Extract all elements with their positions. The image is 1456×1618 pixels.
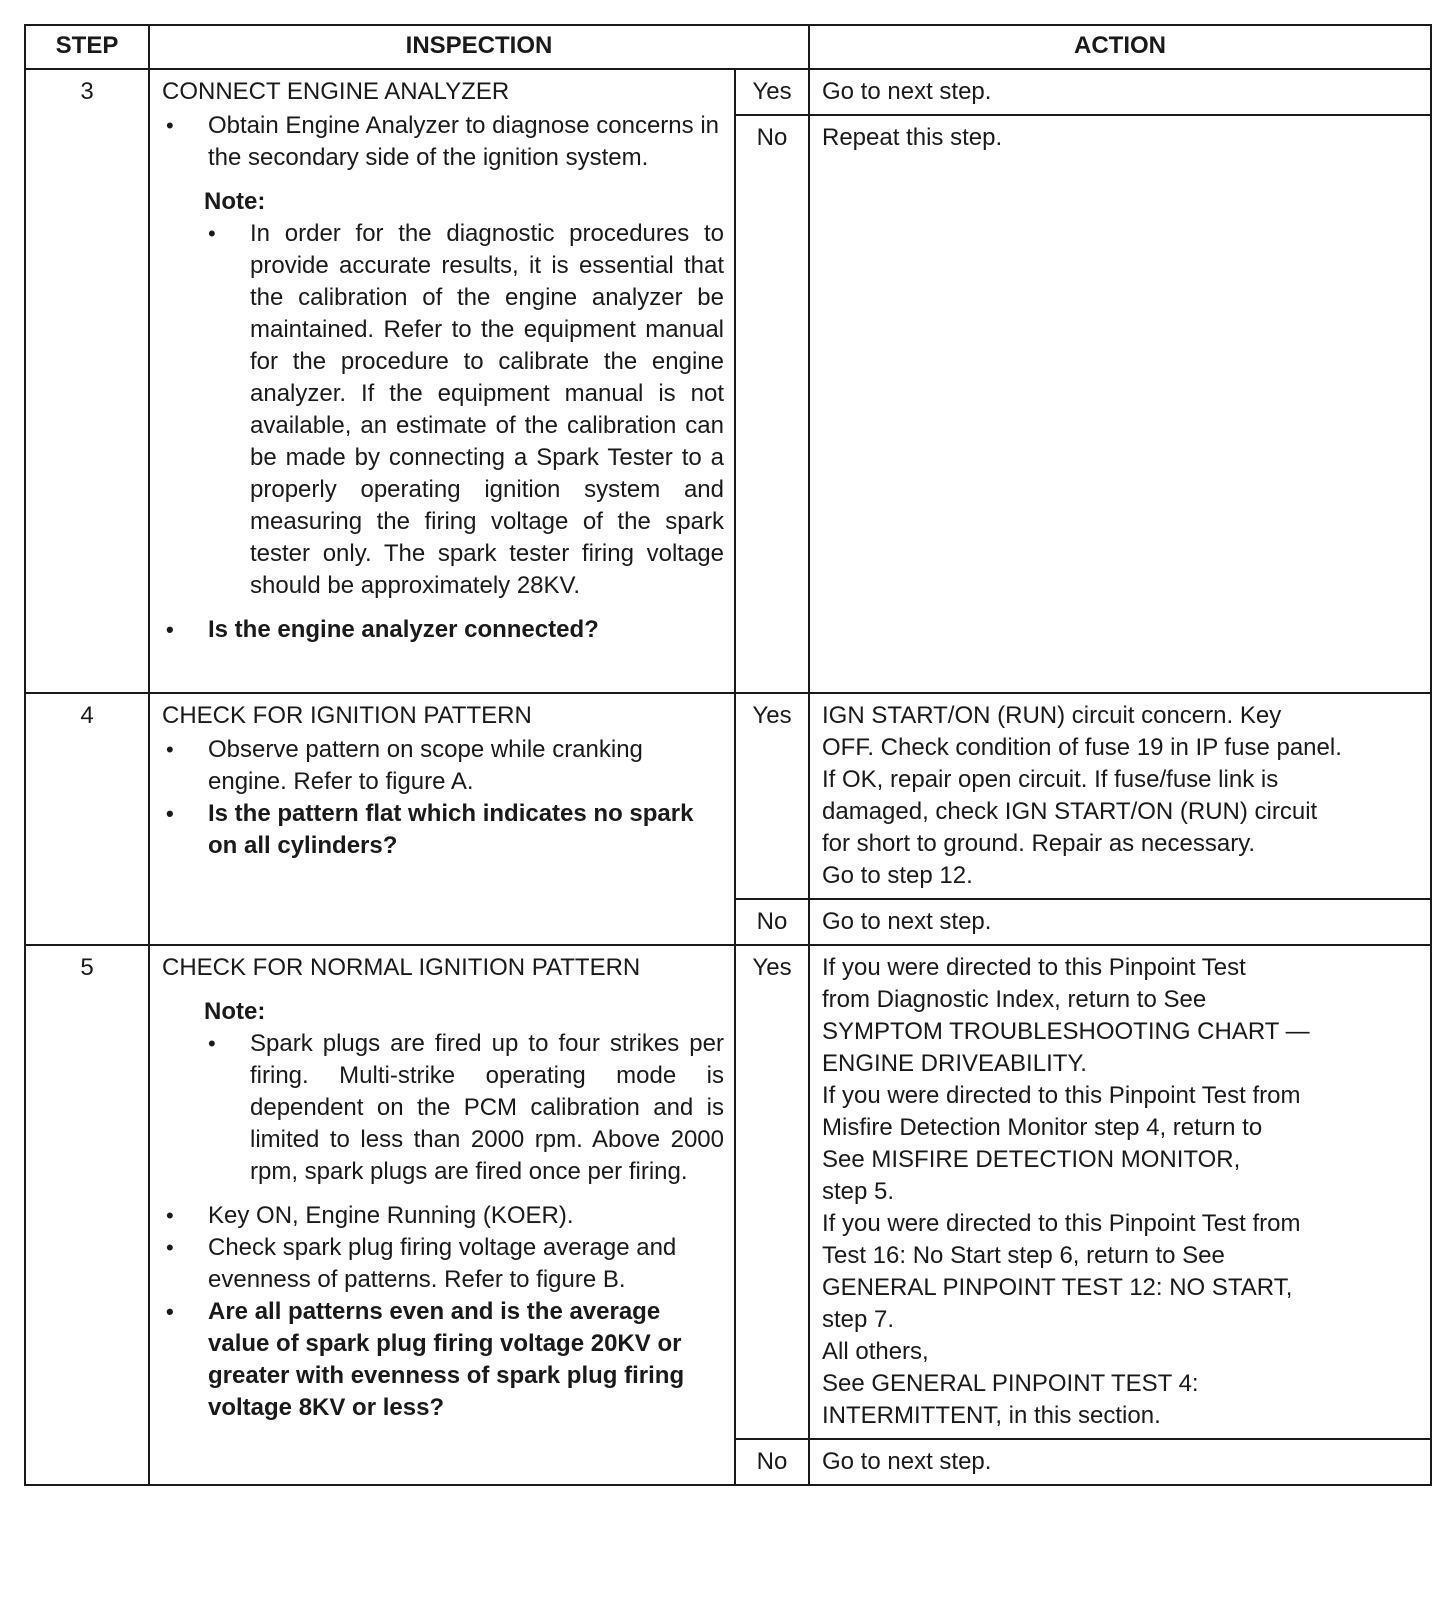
action-line: SYMPTOM TROUBLESHOOTING CHART —: [822, 1018, 1310, 1045]
header-row: [25, 25, 1431, 69]
yes-label: Yes: [735, 69, 809, 115]
action-line: If you were directed to this Pinpoint Test from: [822, 1082, 1301, 1109]
step-5-row-yes: [25, 945, 1431, 1439]
action-line: INTERMITTENT, in this section.: [822, 1402, 1161, 1429]
header-action: ACTION: [809, 25, 1431, 69]
inspection-question: • Is the engine analyzer connected?: [162, 614, 724, 646]
step-title: CHECK FOR NORMAL IGNITION PATTERN: [162, 954, 641, 981]
step-title: CHECK FOR IGNITION PATTERN: [162, 702, 532, 729]
action-line: See MISFIRE DETECTION MONITOR,: [822, 1146, 1241, 1173]
step-5-inspection: [149, 945, 735, 1485]
action-line: IGN START/ON (RUN) circuit concern. Key: [822, 702, 1282, 729]
header-step: STEP: [25, 25, 149, 69]
no-action: Go to next step.: [809, 899, 1431, 945]
inspection-bullets: [162, 110, 724, 174]
action-line: Misfire Detection Monitor step 4, return to: [822, 1114, 1263, 1141]
yes-label: Yes: [735, 945, 809, 1439]
action-line: step 7.: [822, 1306, 895, 1333]
note-block: [204, 996, 724, 1188]
action-line: for short to ground. Repair as necessary.: [822, 830, 1256, 857]
pinpoint-test-table: [24, 24, 1432, 1486]
action-line: All others,: [822, 1338, 929, 1365]
inspection-question: • Is the pattern flat which indicates no spark on all cylinders?: [162, 798, 724, 862]
no-label: No: [735, 115, 809, 693]
step-3-row-yes: [25, 69, 1431, 115]
action-line: ENGINE DRIVEABILITY.: [822, 1050, 1087, 1077]
action-line: Test 16: No Start step 6, return to See: [822, 1242, 1225, 1269]
step-number: 4: [25, 693, 149, 945]
yes-action: [809, 945, 1431, 1439]
action-line: If you were directed to this Pinpoint Test from: [822, 1210, 1301, 1237]
note-label: Note:: [204, 998, 266, 1025]
action-line: Go to step 12.: [822, 862, 973, 889]
action-line: See GENERAL PINPOINT TEST 4:: [822, 1370, 1199, 1397]
question-bullets: [162, 614, 724, 646]
header-inspection: INSPECTION: [149, 25, 809, 69]
step-number: 3: [25, 69, 149, 693]
action-line: step 5.: [822, 1178, 895, 1205]
step-4-row-yes: [25, 693, 1431, 899]
note-text: • Spark plugs are fired up to four strikes per firing. Multi-strike operating mode is dependent on the PCM calibration and is limited to less than 2000 rpm. Above 2000 rpm, spark plugs are fired once per firing.: [204, 1028, 724, 1188]
step-title: CONNECT ENGINE ANALYZER: [162, 78, 510, 105]
step-3-inspection: [149, 69, 735, 693]
note-bullets: [204, 218, 724, 602]
action-line: OFF. Check condition of fuse 19 in IP fuse panel.: [822, 734, 1342, 761]
no-label: No: [735, 1439, 809, 1485]
note-bullets: [204, 1028, 724, 1188]
note-text: • In order for the diagnostic procedures to provide accurate results, it is essential that the calibration of the engine analyzer be maintained. Refer to the equipment manual for the procedure to calibrate the engine analyzer. If the equipment manual is not available, an estimate of the calibration can be made by connecting a Spark Tester to a properly operating ignition system and measuring the firing voltage of the spark tester only. The spark tester firing voltage should be approximately 28KV.: [204, 218, 724, 602]
note-block: [204, 186, 724, 602]
inspection-bullet: • Obtain Engine Analyzer to diagnose concerns in the secondary side of the ignition system.: [162, 110, 724, 174]
inspection-bullet: • Check spark plug firing voltage average and evenness of patterns. Refer to figure B.: [162, 1232, 724, 1296]
inspection-bullets: [162, 734, 724, 862]
yes-action: Go to next step.: [809, 69, 1431, 115]
inspection-question: • Are all patterns even and is the average value of spark plug firing voltage 20KV or greater with evenness of spark plug firing voltage 8KV or less?: [162, 1296, 724, 1424]
inspection-bullet: • Key ON, Engine Running (KOER).: [162, 1200, 724, 1232]
action-line: from Diagnostic Index, return to See: [822, 986, 1207, 1013]
no-label: No: [735, 899, 809, 945]
diagnostic-sheet: [24, 24, 1430, 1486]
action-line: If you were directed to this Pinpoint Test: [822, 954, 1246, 981]
note-label: Note:: [204, 188, 266, 215]
inspection-bullets: [162, 1200, 724, 1424]
action-line: If OK, repair open circuit. If fuse/fuse link is: [822, 766, 1279, 793]
yes-label: Yes: [735, 693, 809, 899]
step-4-inspection: [149, 693, 735, 945]
action-line: damaged, check IGN START/ON (RUN) circuit: [822, 798, 1318, 825]
no-action: Go to next step.: [809, 1439, 1431, 1485]
yes-action: [809, 693, 1431, 899]
action-line: GENERAL PINPOINT TEST 12: NO START,: [822, 1274, 1293, 1301]
inspection-bullet: • Observe pattern on scope while cranking engine. Refer to figure A.: [162, 734, 724, 798]
no-action: Repeat this step.: [809, 115, 1431, 693]
step-number: 5: [25, 945, 149, 1485]
